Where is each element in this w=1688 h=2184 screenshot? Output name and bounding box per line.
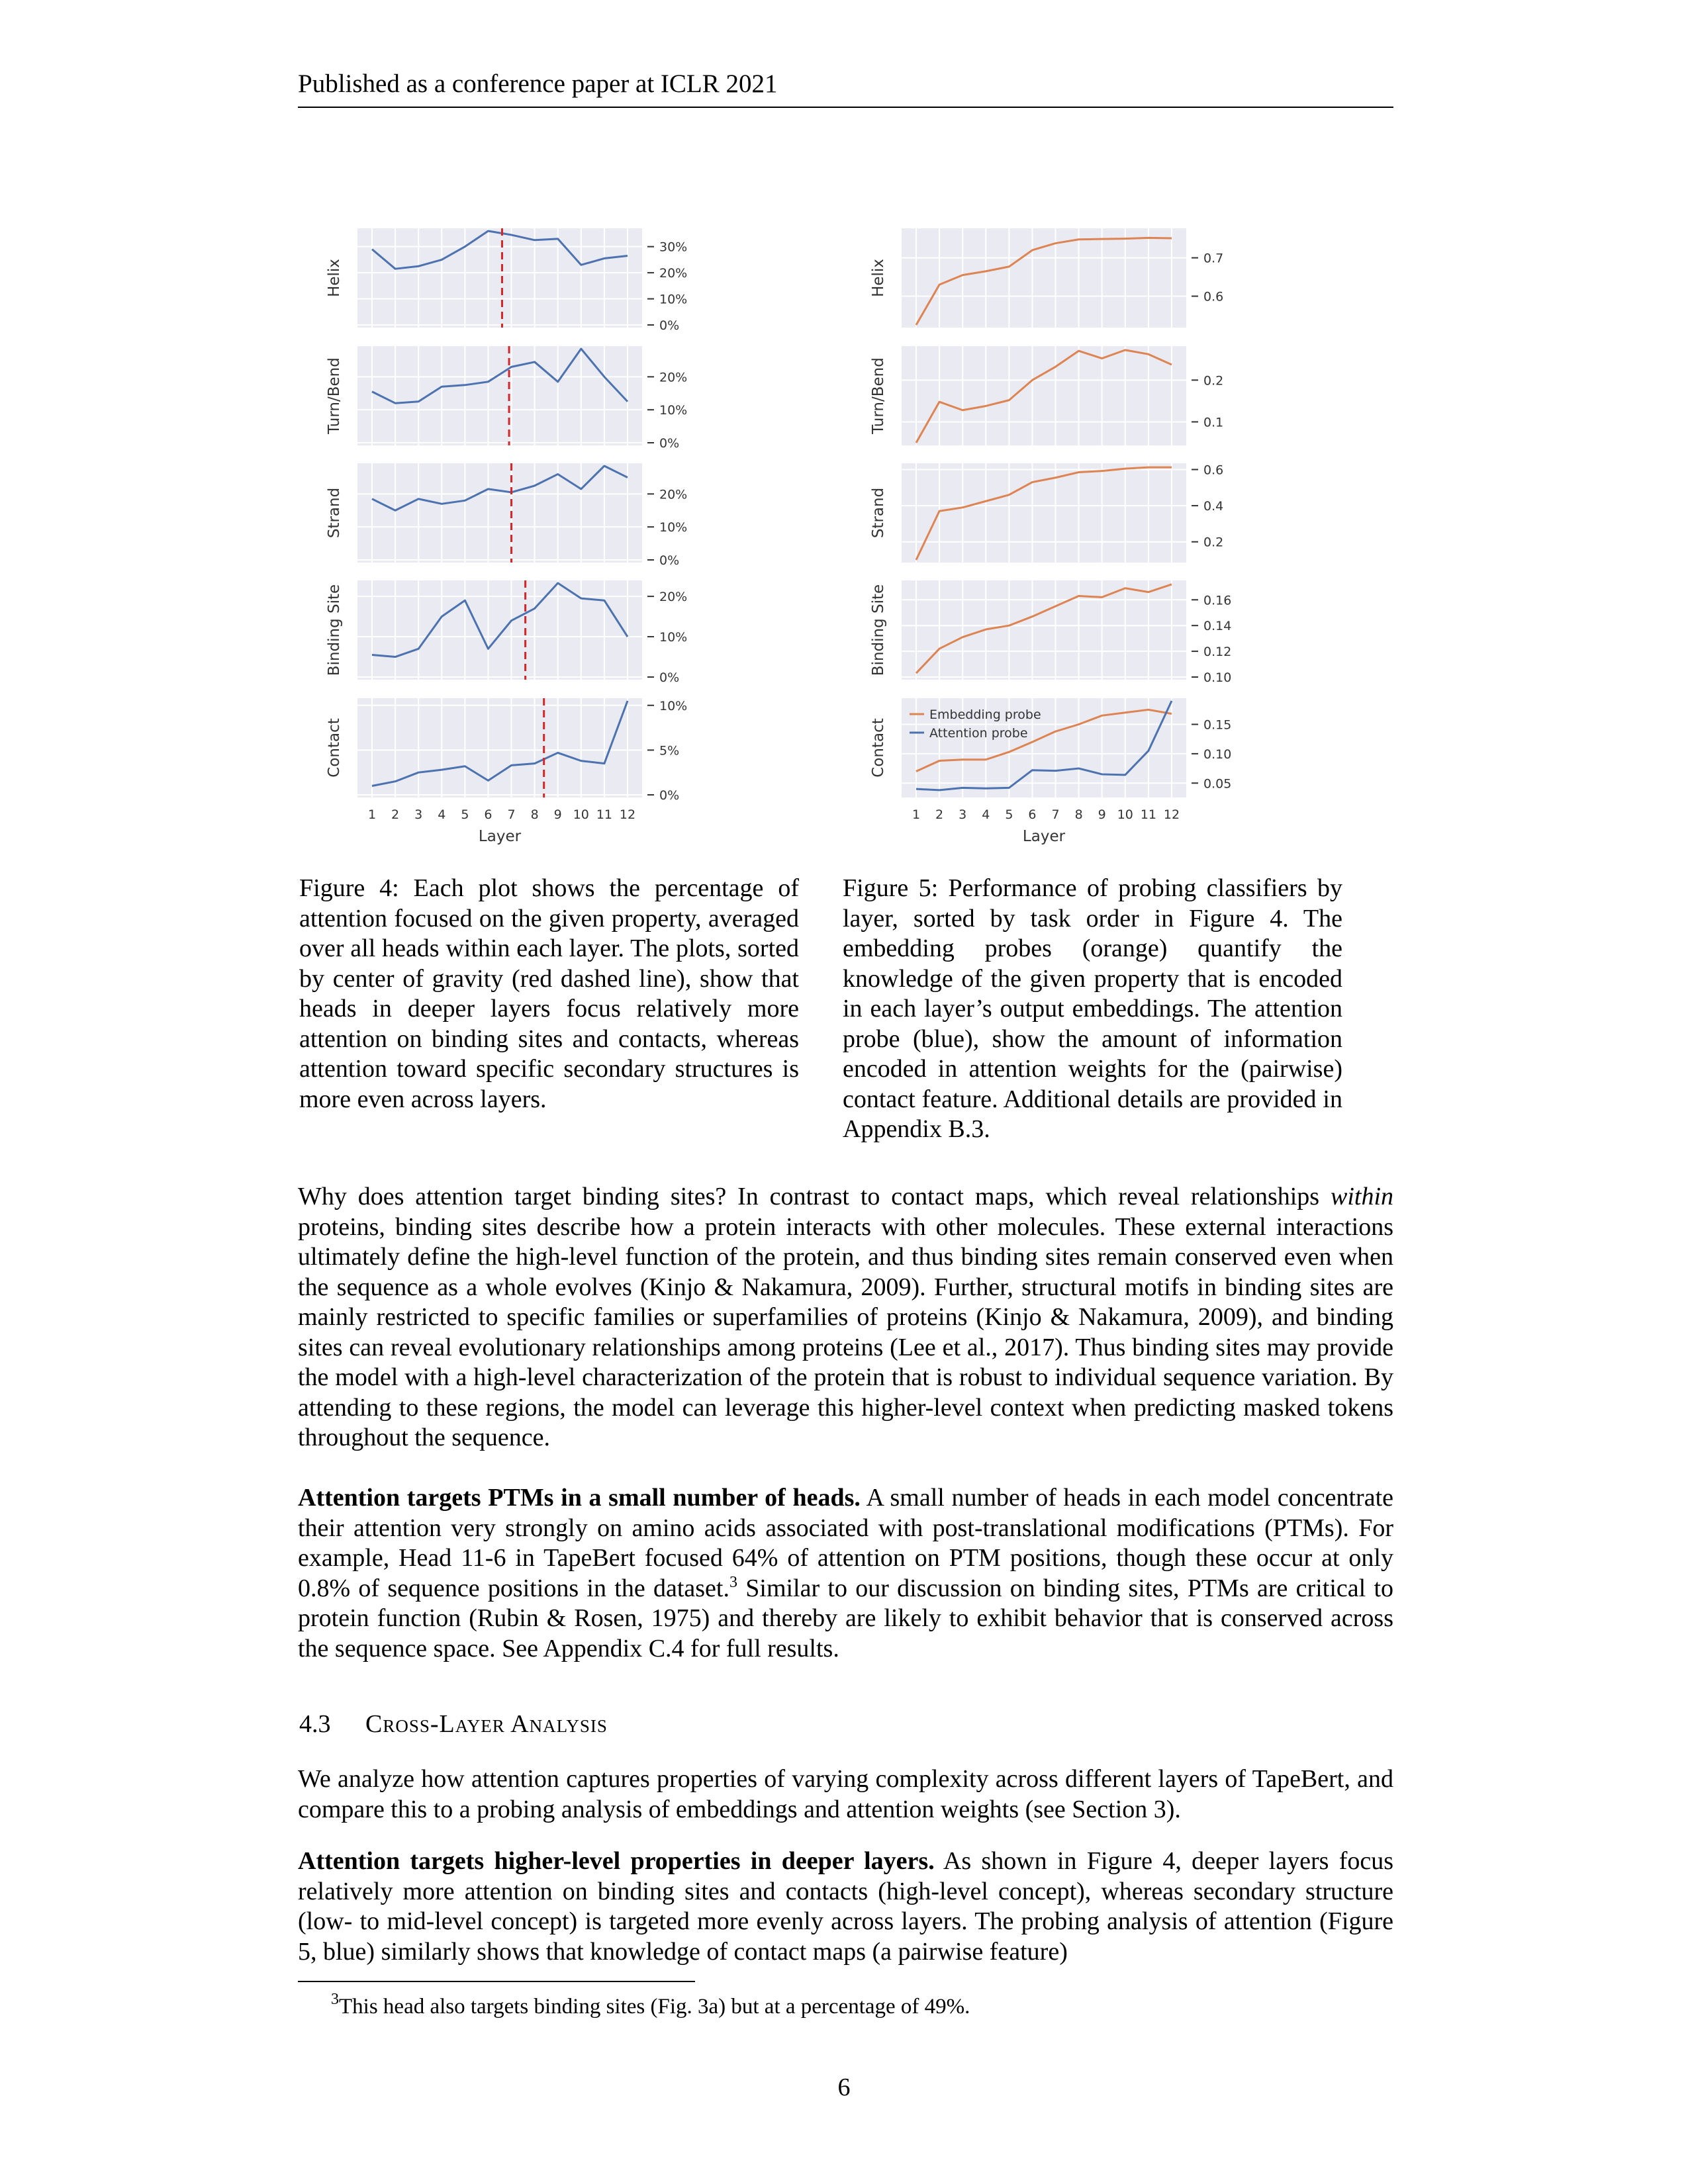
- footnote-rule: [298, 1981, 695, 1982]
- footnote-text: This head also targets binding sites (Fig. 3a) but at a percentage of 49%.: [339, 1995, 970, 2019]
- paragraph-heading: Attention targets PTMs in a small number of heads.: [298, 1484, 861, 1512]
- y-tick-label: 0.6: [1203, 463, 1224, 478]
- x-axis-label: Layer: [478, 828, 522, 845]
- x-tick-label: 7: [1051, 807, 1060, 822]
- x-tick-label: 3: [414, 807, 423, 822]
- panel-background: [902, 463, 1186, 563]
- y-tick-label: 20%: [659, 590, 688, 605]
- x-tick-label: 9: [1098, 807, 1106, 822]
- x-tick-label: 12: [619, 807, 636, 822]
- text-run: Similar to our discussion on binding sites, PTMs are critical to protein function (Rubin & Rosen, 1975) and thereby are likely to exhibit behavior that is conserved across the sequence space. See Appendix C.4 for full results.: [298, 1574, 1393, 1662]
- paragraph-ptm: [298, 1483, 1393, 1664]
- y-tick-label: 10%: [659, 698, 688, 713]
- x-tick-label: 3: [959, 807, 967, 822]
- y-tick-label: 0.14: [1203, 619, 1232, 634]
- header-rule: [298, 107, 1393, 108]
- y-tick-label: 0%: [659, 788, 680, 803]
- figure-5-caption: Figure 5: Performance of probing classifiers by layer, sorted by task order in Figure 4. The embedding probes (orange) quantify the knowledge of the given property that is encoded in each layer’s output embeddings. The attention probe (blue), show the amount of information encoded in attention weights for the (pairwise) contact feature. Additional details are provided in Appendix B.3.: [843, 874, 1342, 1143]
- y-tick-label: 20%: [659, 487, 688, 502]
- panel-ylabel: Turn/Bend: [870, 357, 887, 434]
- x-tick-label: 12: [1163, 807, 1180, 822]
- panel-ylabel: Helix: [326, 259, 343, 297]
- y-tick-label: 10%: [659, 403, 688, 418]
- x-axis-label: Layer: [1022, 828, 1066, 845]
- panel-ylabel: Contact: [326, 718, 343, 778]
- section-number: 4.3: [299, 1710, 331, 1738]
- y-tick-label: 0%: [659, 436, 680, 451]
- y-tick-label: 10%: [659, 630, 688, 645]
- x-tick-label: 4: [438, 807, 446, 822]
- section-title: Cross-Layer Analysis: [365, 1710, 608, 1738]
- panel-background: [357, 463, 642, 563]
- x-tick-label: 1: [367, 807, 377, 822]
- emphasis: within: [1330, 1183, 1394, 1210]
- section-heading: [299, 1709, 608, 1739]
- text-run: As shown in Figure 4, deeper layers focus relatively more attention on binding sites and contacts (high-level concept), whereas secondary structure (low- to mid-level concept) is targeted more evenly across layers. The probing analysis of attention (Figure 5, blue) similarly shows that knowledge of contact maps (a pairwise feature): [298, 1847, 1394, 1966]
- y-tick-label: 0.2: [1203, 535, 1224, 550]
- y-tick-label: 20%: [659, 370, 688, 385]
- panel-background: [357, 580, 642, 680]
- y-tick-label: 0.05: [1203, 776, 1232, 792]
- y-tick-label: 0.10: [1203, 747, 1232, 762]
- y-tick-label: 0.2: [1203, 373, 1224, 388]
- x-tick-label: 9: [553, 807, 562, 822]
- y-tick-label: 10%: [659, 292, 688, 307]
- panel-background: [902, 346, 1186, 445]
- y-tick-label: 0%: [659, 553, 680, 568]
- y-tick-label: 0%: [659, 318, 680, 333]
- panel-background: [357, 698, 642, 797]
- panel-ylabel: Contact: [870, 718, 887, 778]
- footnote-mark: 3: [331, 1991, 339, 2008]
- panel-ylabel: Binding Site: [326, 584, 343, 676]
- text-run: We analyze how attention captures properties of varying complexity across different layers of TapeBert, and compare this to a probing analysis of embeddings and attention weights (see Section 3).: [298, 1765, 1393, 1823]
- y-tick-label: 0.10: [1203, 670, 1232, 685]
- legend-label: Attention probe: [929, 726, 1028, 741]
- panel-background: [902, 228, 1186, 328]
- y-tick-label: 20%: [659, 266, 688, 281]
- y-tick-label: 30%: [659, 240, 688, 255]
- x-tick-label: 7: [507, 807, 516, 822]
- y-tick-label: 10%: [659, 520, 688, 535]
- x-tick-label: 5: [461, 807, 469, 822]
- x-tick-label: 11: [596, 807, 613, 822]
- panel-ylabel: Helix: [870, 259, 887, 297]
- x-tick-label: 8: [1074, 807, 1083, 822]
- y-tick-label: 0.7: [1203, 251, 1224, 266]
- y-tick-label: 5%: [659, 743, 680, 758]
- panel-background: [902, 580, 1186, 680]
- page-number: 6: [837, 2073, 851, 2101]
- y-tick-label: 0%: [659, 670, 680, 685]
- y-tick-label: 0.12: [1203, 645, 1232, 660]
- x-tick-label: 11: [1140, 807, 1157, 822]
- figure-5-chart: [835, 212, 1312, 860]
- legend-label: Embedding probe: [929, 707, 1041, 722]
- x-tick-label: 6: [1028, 807, 1037, 822]
- panel-ylabel: Strand: [870, 487, 887, 539]
- y-tick-label: 0.1: [1203, 415, 1224, 430]
- paragraph-binding-sites: [298, 1182, 1393, 1453]
- paragraph-cross-layer: [298, 1764, 1393, 1825]
- text-run: proteins, binding sites describe how a protein interacts with other molecules. These external interactions ultimately define the high-level function of the protein, and thus binding sites remain conserved even when the sequence as a whole evolves (Kinjo & Nakamura, 2009). Further, structural motifs in binding sites are mainly restricted to specific families or superfamilies of proteins (Kinjo & Nakamura, 2009), and binding sites can reveal evolutionary relationships among proteins (Lee et al., 2017). Thus binding sites may provide the model with a high-level characterization of the protein that is robust to individual sequence variation. By attending to these regions, the model can leverage this higher-level context when predicting masked tokens throughout the sequence.: [298, 1212, 1393, 1451]
- panel-background: [357, 228, 642, 328]
- x-tick-label: 2: [391, 807, 400, 822]
- x-tick-label: 6: [484, 807, 492, 822]
- panel-ylabel: Turn/Bend: [326, 357, 343, 434]
- footnote: [331, 1993, 970, 2020]
- x-tick-label: 8: [530, 807, 539, 822]
- paragraph-heading: Attention targets higher-level properties in deeper layers.: [298, 1847, 935, 1875]
- panel-ylabel: Strand: [326, 487, 343, 539]
- text-run: A small number of heads in each model concentrate their attention very strongly on amino acids associated with post-translational modifications (PTMs). For example, Head 11-6 in TapeBert focused 64% of attention on PTM positions, though these occur at only 0.8% of sequence positions in the dataset.: [298, 1484, 1393, 1602]
- x-tick-label: 4: [982, 807, 990, 822]
- running-header: Published as a conference paper at ICLR 2021: [298, 69, 778, 98]
- y-tick-label: 0.16: [1203, 593, 1232, 608]
- x-tick-label: 10: [573, 807, 589, 822]
- x-tick-label: 10: [1117, 807, 1133, 822]
- figure-4-chart: [291, 212, 768, 860]
- paragraph-deeper-layers: [298, 1846, 1393, 1967]
- y-tick-label: 0.15: [1203, 717, 1232, 733]
- text-run: Why does attention target binding sites? In contrast to contact maps, which reveal relationships: [298, 1183, 1320, 1210]
- x-tick-label: 1: [912, 807, 921, 822]
- footnote-marker[interactable]: 3: [729, 1573, 737, 1591]
- panel-background: [357, 346, 642, 445]
- y-tick-label: 0.6: [1203, 289, 1224, 304]
- x-tick-label: 5: [1005, 807, 1013, 822]
- x-tick-label: 2: [935, 807, 944, 822]
- figure-4-caption: Figure 4: Each plot shows the percentage of attention focused on the given property, averaged over all heads within each layer. The plots, sorted by center of gravity (red dashed line), show that heads in deeper layers focus relatively more attention on binding sites and contacts, whereas attention toward specific secondary structures is more even across layers.: [299, 874, 799, 1113]
- panel-ylabel: Binding Site: [870, 584, 887, 676]
- y-tick-label: 0.4: [1203, 499, 1224, 514]
